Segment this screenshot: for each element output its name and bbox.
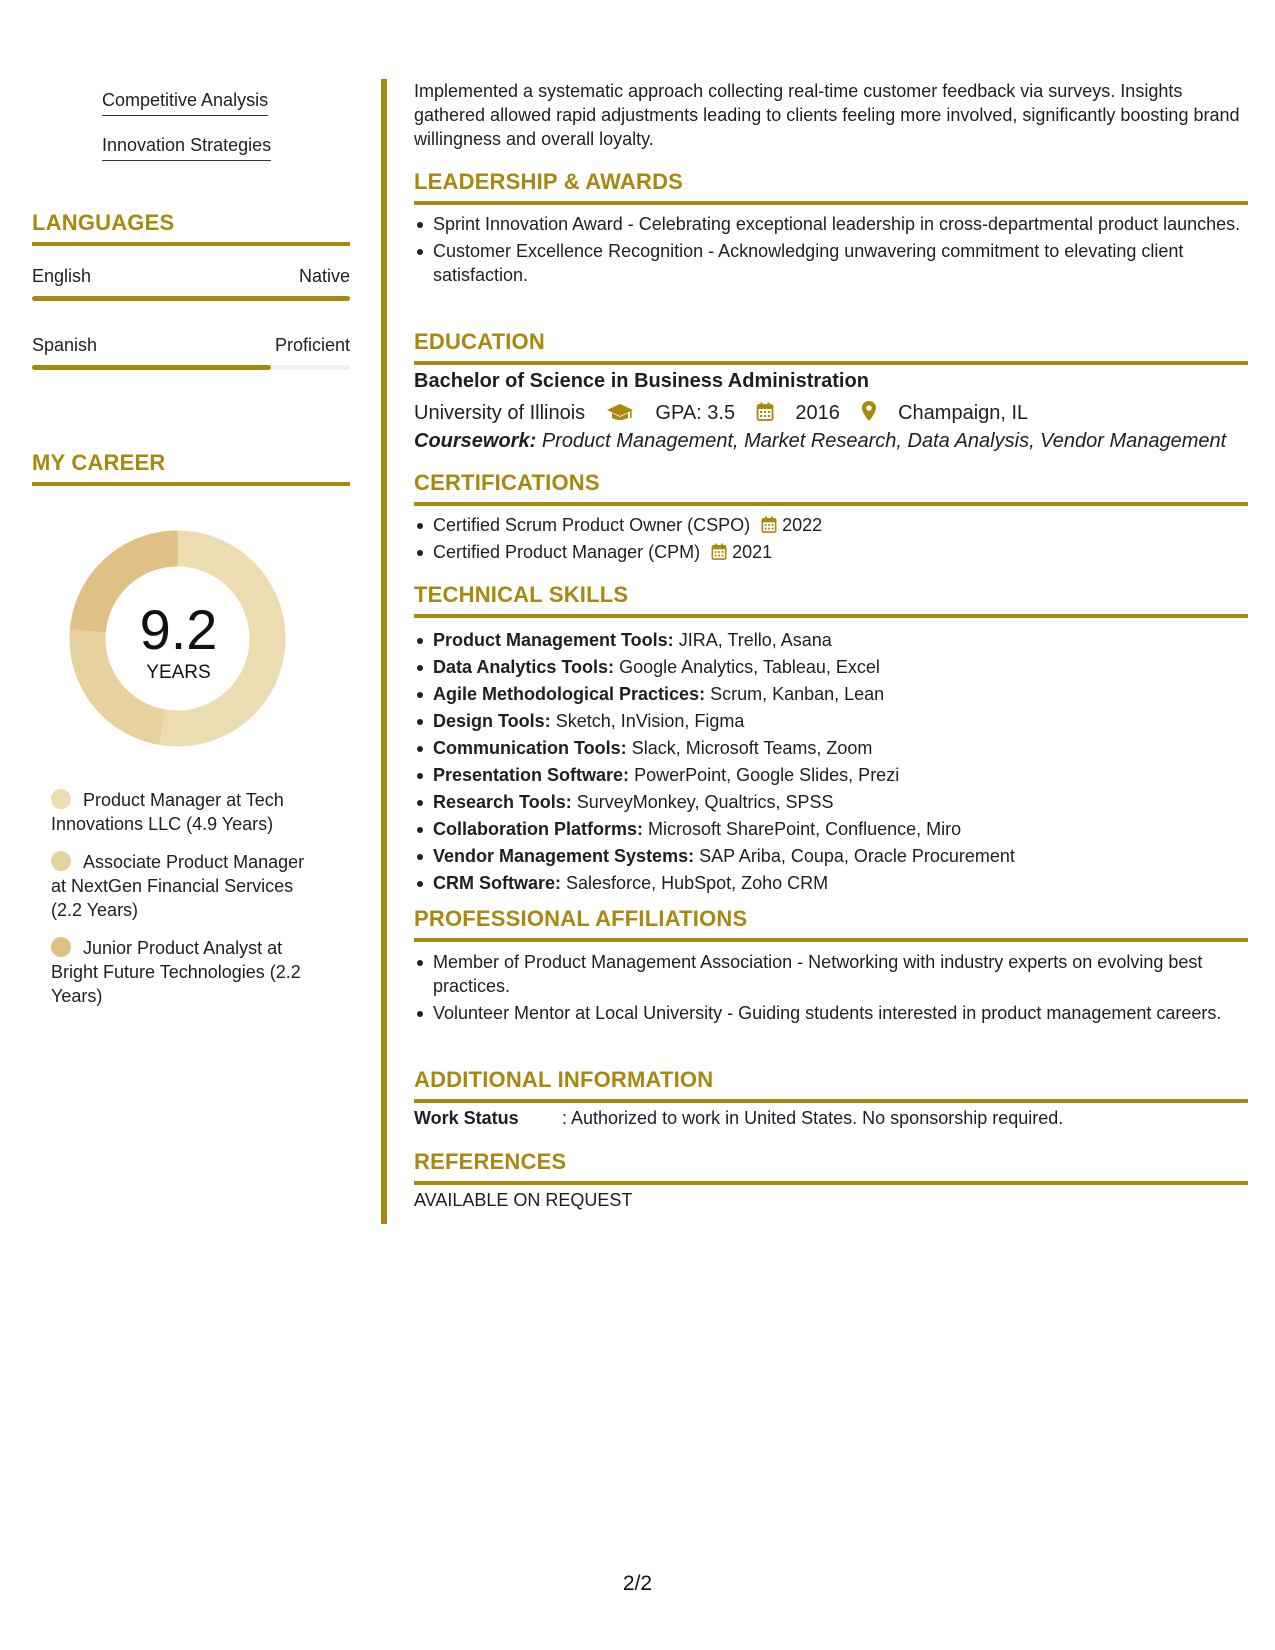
- languages-heading: LANGUAGES: [32, 210, 350, 246]
- certification-year: 2022: [782, 515, 823, 535]
- skill-label: Presentation Software:: [433, 765, 630, 785]
- skill-value: Sketch, InVision, Figma: [555, 711, 745, 731]
- technical-skill-item: [433, 709, 1267, 733]
- certification-year: 2021: [732, 542, 773, 562]
- skill-label: Agile Methodological Practices:: [433, 684, 706, 704]
- affiliations-heading: PROFESSIONAL AFFILIATIONS: [414, 906, 1248, 942]
- career-legend-item: [51, 788, 321, 836]
- skill-tag: Innovation Strategies: [102, 133, 271, 161]
- career-item-text: Associate Product Manager at NextGen Financial Services (2.2 Years): [51, 852, 305, 920]
- technical-skill-item: [433, 817, 1267, 841]
- intro-paragraph: Implemented a systematic approach collecting real-time customer feedback via surveys. Insights gathered allowed rapid adjustments leading to clients feeling more involved, significantly boosting brand willingness and overall loyalty.: [414, 81, 1240, 149]
- skill-value: Google Analytics, Tableau, Excel: [619, 657, 880, 677]
- certification-name: Certified Scrum Product Owner (CSPO): [433, 515, 751, 535]
- skill-value: Microsoft SharePoint, Confluence, Miro: [648, 819, 962, 839]
- graduation-cap-icon: [606, 402, 634, 422]
- skill-value: PowerPoint, Google Slides, Prezi: [634, 765, 900, 785]
- legend-dot-icon: [51, 851, 71, 871]
- language-proficiency-fill: [32, 365, 271, 370]
- technical-skill-item: [433, 682, 1267, 706]
- list-item: Customer Excellence Recognition - Acknowledging unwavering commitment to elevating client satisfaction.: [433, 239, 1267, 287]
- calendar-icon: [761, 516, 777, 534]
- skill-label: CRM Software:: [433, 873, 562, 893]
- language-level: Native: [298, 266, 350, 286]
- technical-skill-item: [433, 844, 1267, 868]
- affiliations-list: [414, 950, 1267, 1028]
- list-item: Volunteer Mentor at Local University - Guiding students interested in product management careers.: [433, 1001, 1267, 1025]
- skill-label: Product Management Tools:: [433, 630, 674, 650]
- skill-value: SurveyMonkey, Qualtrics, SPSS: [576, 792, 834, 812]
- references-heading: REFERENCES: [414, 1149, 1248, 1185]
- education-heading: EDUCATION: [414, 329, 1248, 365]
- page-number: 2/2: [622, 1572, 653, 1595]
- work-status-value: : Authorized to work in United States. No sponsorship required.: [562, 1108, 1064, 1128]
- skill-tag: Competitive Analysis: [102, 88, 268, 116]
- technical-skill-item: [433, 763, 1267, 787]
- technical-skill-item: [433, 628, 1267, 652]
- education-year: 2016: [795, 402, 840, 424]
- calendar-icon: [711, 543, 727, 561]
- language-proficiency-bar: [32, 365, 350, 370]
- skill-value: Salesforce, HubSpot, Zoho CRM: [566, 873, 829, 893]
- language-level: Proficient: [274, 335, 350, 355]
- certification-item: [433, 513, 1267, 537]
- language-proficiency-bar: [32, 296, 350, 301]
- education-school: University of Illinois: [414, 402, 586, 424]
- certification-name: Certified Product Manager (CPM): [433, 542, 701, 562]
- certification-item: [433, 540, 1267, 564]
- certifications-list: [414, 513, 1267, 567]
- language-name: Spanish: [32, 335, 98, 355]
- career-item-text: Junior Product Analyst at Bright Future Technologies (2.2 Years): [51, 938, 301, 1006]
- technical-skills-heading: TECHNICAL SKILLS: [414, 582, 1248, 618]
- certifications-heading: CERTIFICATIONS: [414, 470, 1248, 506]
- references-text: AVAILABLE ON REQUEST: [414, 1190, 633, 1210]
- skill-label: Collaboration Platforms:: [433, 819, 644, 839]
- career-total-unit: YEARS: [146, 662, 211, 683]
- education-degree: Bachelor of Science in Business Administration: [414, 370, 869, 392]
- skill-label: Vendor Management Systems:: [433, 846, 695, 866]
- coursework-list: Product Management, Market Research, Data Analysis, Vendor Management: [541, 430, 1227, 452]
- career-legend-item: [51, 850, 321, 922]
- education-details: [414, 400, 1028, 425]
- calendar-icon: [756, 402, 774, 422]
- education-gpa: GPA: 3.5: [655, 402, 736, 424]
- location-pin-icon: [861, 400, 877, 422]
- skill-value: Scrum, Kanban, Lean: [710, 684, 885, 704]
- additional-info-heading: ADDITIONAL INFORMATION: [414, 1067, 1248, 1103]
- skill-label: Research Tools:: [433, 792, 572, 812]
- coursework-label: Coursework:: [414, 430, 537, 452]
- work-status-row: [414, 1108, 1063, 1129]
- language-name: English: [32, 266, 92, 286]
- legend-dot-icon: [51, 789, 71, 809]
- skill-label: Design Tools:: [433, 711, 551, 731]
- skill-value: JIRA, Trello, Asana: [678, 630, 832, 650]
- list-item: Sprint Innovation Award - Celebrating exceptional leadership in cross-departmental product launches.: [433, 212, 1267, 236]
- career-item-text: Product Manager at Tech Innovations LLC (4.9 Years): [51, 790, 284, 834]
- technical-skill-item: [433, 871, 1267, 895]
- technical-skills-list: [414, 628, 1267, 898]
- list-item: Member of Product Management Association - Networking with industry experts on evolving best practices.: [433, 950, 1267, 998]
- skill-label: Data Analytics Tools:: [433, 657, 615, 677]
- language-proficiency-fill: [32, 296, 350, 301]
- education-location: Champaign, IL: [898, 402, 1029, 424]
- work-status-label: Work Status: [414, 1108, 519, 1128]
- career-heading: MY CAREER: [32, 450, 350, 486]
- column-divider: [381, 79, 387, 1224]
- skill-value: Slack, Microsoft Teams, Zoom: [631, 738, 873, 758]
- career-legend-item: [51, 936, 321, 1008]
- skill-value: SAP Ariba, Coupa, Oracle Procurement: [699, 846, 1015, 866]
- technical-skill-item: [433, 790, 1267, 814]
- legend-dot-icon: [51, 937, 71, 957]
- education-coursework: [414, 430, 1226, 453]
- skill-label: Communication Tools:: [433, 738, 627, 758]
- technical-skill-item: [433, 736, 1267, 760]
- leadership-heading: LEADERSHIP & AWARDS: [414, 169, 1248, 205]
- career-total-years: 9.2: [139, 598, 218, 661]
- leadership-list: [414, 212, 1267, 290]
- technical-skill-item: [433, 655, 1267, 679]
